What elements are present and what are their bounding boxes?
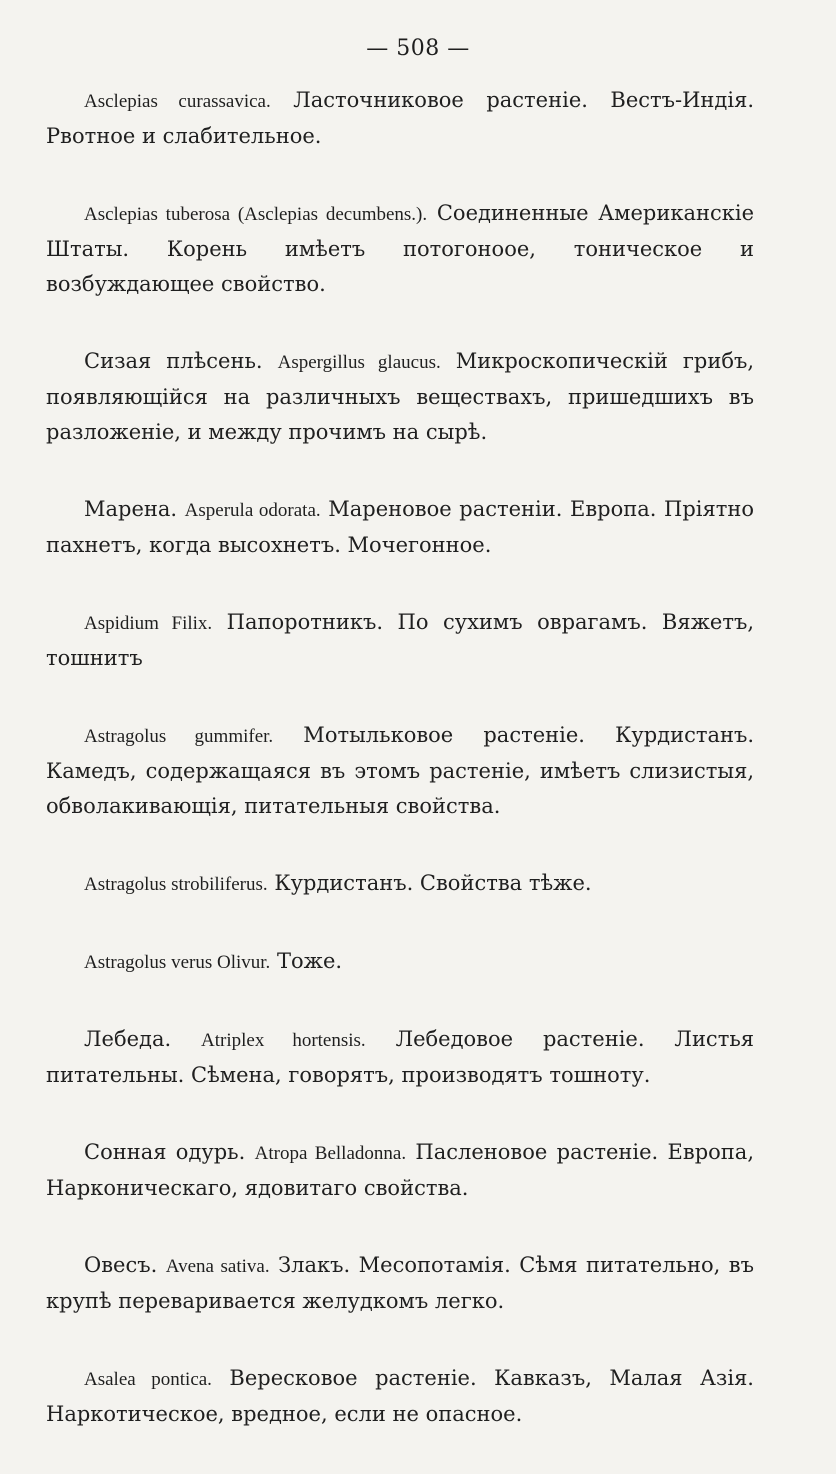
entry-latin-name: Astragolus gummifer. (84, 726, 274, 747)
entry-latin-name: Asalea pontica. (84, 1369, 212, 1390)
entry-astragolus-strobiliferus (46, 866, 754, 902)
entry-asclepias-curassavica (46, 83, 754, 154)
entry-latin-name: Asperula odorata. (184, 500, 321, 521)
entry-latin-name: Aspergillus glaucus. (277, 352, 441, 373)
entry-text: Вересковое растеніе. Кавказъ, Малая Азія. Наркотическое, вредное, если не опасное. (46, 1366, 754, 1426)
entry-latin-name: Astragolus verus Olivur. (84, 952, 271, 973)
entry-text: Папоротникъ. По сухимъ оврагамъ. Вяжетъ, тошнитъ (46, 610, 755, 670)
entry-text: Лебедовое растеніе. Листья питательны. Сѣмена, говорятъ, производятъ тошноту. (46, 1027, 754, 1087)
entry-asalea-pontica (46, 1361, 754, 1432)
entry-text: Ласточниковое растеніе. Вестъ-Индія. Рвотное и слабительное. (46, 88, 754, 148)
entry-avena-sativa (46, 1248, 754, 1319)
entry-aspergillus-glaucus (46, 344, 754, 450)
entry-atriplex-hortensis (46, 1022, 754, 1093)
entry-latin-name: Aspidium Filix. (84, 613, 213, 634)
entry-asclepias-tuberosa (46, 196, 754, 302)
entry-astragolus-verus (46, 944, 754, 980)
entry-latin-name: Asclepias tuberosa (Asclepias decumbens.). (84, 204, 428, 225)
entry-aspidium-filix (46, 605, 754, 676)
page-number: — 508 — (366, 36, 470, 61)
entry-text: Злакъ. Месопотамія. Сѣмя питательно, въ крупѣ переваривается желудкомъ легко. (46, 1253, 754, 1313)
entry-latin-name: Astragolus strobiliferus. (84, 874, 268, 895)
entry-text: Пасленовое растеніе. Европа, Нарконическаго, ядовитаго свойства. (46, 1140, 754, 1200)
entry-common-name: Сонная одурь. (84, 1140, 255, 1164)
entry-text: Микроскопическій грибъ, появляющійся на различныхъ веществахъ, пришедшихъ въ разложеніе, и между прочимъ на сырѣ. (46, 349, 754, 444)
entry-list (46, 83, 754, 1474)
entry-astragolus-gummifer (46, 718, 754, 824)
entry-latin-name: Atriplex hortensis. (201, 1030, 366, 1051)
entry-common-name: Марена. (84, 497, 185, 521)
entry-latin-name: Avena sativa. (165, 1256, 270, 1277)
entry-text: Курдистанъ. Свойства тѣже. (267, 871, 592, 895)
entry-atropa-belladonna (46, 1135, 754, 1206)
entry-text: Тоже. (270, 949, 343, 973)
entry-common-name: Овесъ. (84, 1253, 166, 1277)
entry-text: Мотыльковое растеніе. Курдистанъ. Камедъ, содержащаяся въ этомъ растеніе, имѣетъ слизистыя, обволакивающія, питательныя свойства. (46, 723, 754, 818)
entry-text: Мареновое растеніи. Европа. Пріятно пахнетъ, когда высохнетъ. Мочегонное. (46, 497, 754, 557)
entry-latin-name: Atropa Belladonna. (254, 1143, 407, 1164)
entry-common-name: Лебеда. (84, 1027, 202, 1051)
entry-asperula-odorata (46, 492, 754, 563)
entry-text: Соединенные Американскіе Штаты. Корень имѣетъ потогоноое, тоническое и возбуждающее свойство. (46, 201, 754, 296)
entry-common-name: Сизая плѣсень. (84, 349, 278, 373)
entry-latin-name: Asclepias curassavica. (84, 91, 271, 112)
